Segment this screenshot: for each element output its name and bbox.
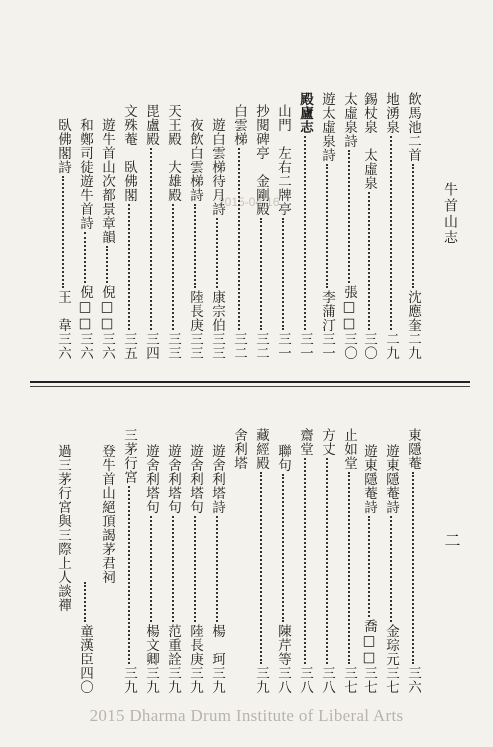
institute-watermark: 2015 Dharma Drum Institute of Liberal Arts (89, 706, 404, 725)
entry-title: 聯句 (275, 444, 291, 472)
entry-title: 遊舍利塔句 (187, 444, 203, 514)
entry-author: 陸長庚 (187, 290, 203, 332)
entry-author: 金琮元 (383, 624, 399, 666)
entry-page: 三三 (165, 332, 181, 360)
leader-dots (84, 232, 86, 283)
toc-entry (252, 104, 270, 360)
entry-author: 倪□□ (77, 285, 93, 332)
entry-page: 三九 (209, 666, 225, 694)
toc-entry (208, 118, 226, 360)
toc-entry (274, 104, 292, 360)
toc-entry (164, 444, 182, 694)
leader-dots (106, 246, 108, 283)
entry-page: 三一 (275, 332, 291, 360)
entry-page: 三六 (77, 332, 93, 360)
leader-dots (150, 148, 152, 330)
toc-entry (54, 444, 72, 664)
entry-page: 三四 (143, 332, 159, 360)
entry-title: 過三茅行宮與三際上人談禪 (55, 444, 71, 612)
toc-entry (340, 92, 358, 360)
leader-dots (194, 516, 196, 622)
leader-dots (368, 516, 370, 617)
section-divider-thin (30, 386, 470, 387)
entry-title: 天王殿 大雄殿 (165, 104, 181, 202)
entry-page: 二九 (405, 332, 421, 360)
entry-title: 方丈 (319, 428, 335, 456)
entry-title: 臥佛閣詩 (55, 118, 71, 174)
toc-entry (186, 444, 204, 694)
toc-entry (382, 444, 400, 694)
entry-author: 沈應奎 (405, 290, 421, 332)
toc-entry (186, 118, 204, 360)
entry-page: 三六 (99, 332, 115, 360)
leader-dots (260, 472, 262, 664)
entry-title: 齋堂 (297, 428, 313, 456)
toc-entry (230, 428, 248, 488)
entry-title: 白雲梯 (231, 104, 247, 146)
entry-author: 倪□□ (99, 285, 115, 332)
entry-author: 陳芹等 (275, 624, 291, 666)
leader-dots (348, 150, 350, 283)
toc-entry (54, 118, 72, 360)
leader-dots (216, 516, 218, 622)
toc-entry (318, 428, 336, 694)
leader-dots (390, 516, 392, 622)
entry-page: 三九 (187, 666, 203, 694)
leader-dots (368, 192, 370, 330)
toc-entry (76, 580, 94, 694)
leader-dots (348, 472, 350, 664)
toc-entry (318, 92, 336, 360)
leader-dots (326, 164, 328, 288)
entry-title: 和鄭司徒遊牛首詩 (77, 118, 93, 230)
entry-page: 三七 (341, 666, 357, 694)
entry-title: 遊白雲梯待月詩 (209, 118, 225, 216)
leader-dots (194, 204, 196, 288)
toc-entry (164, 104, 182, 360)
entry-page: 三九 (165, 666, 181, 694)
leader-dots (412, 164, 414, 288)
leader-dots (326, 458, 328, 664)
entry-title: 文殊菴 臥佛閣 (121, 104, 137, 202)
toc-entry (252, 428, 270, 694)
leader-dots (238, 148, 240, 330)
toc-entry (98, 118, 116, 360)
entry-page: 二九 (383, 332, 399, 360)
toc-entry (120, 428, 138, 694)
entry-title: 遊東隱菴詩 (361, 444, 377, 514)
entry-author: 范重詮 (165, 624, 181, 666)
entry-title: 遊太虛泉詩 (319, 92, 335, 162)
toc-entry (404, 428, 422, 694)
entry-title: 地湧泉 (383, 92, 399, 134)
leader-dots (282, 474, 284, 622)
leader-dots (390, 136, 392, 330)
toc-entry (296, 428, 314, 694)
entry-page: 三一 (319, 332, 335, 360)
toc-entry (404, 92, 422, 360)
date-stamp: 2015-04-16 (218, 195, 280, 209)
entry-title: 舍利塔 (231, 428, 247, 470)
entry-page: 三二 (231, 332, 247, 360)
entry-author: 陸長庚 (187, 624, 203, 666)
running-title: 牛首山志 (442, 182, 458, 246)
entry-author: 王 韋 (55, 290, 71, 332)
leader-dots (216, 218, 218, 288)
entry-page: 三九 (253, 666, 269, 694)
section-title: 殿廬志 (297, 92, 313, 134)
toc-entry (274, 444, 292, 694)
leader-dots (282, 218, 284, 330)
leader-dots (62, 176, 64, 288)
entry-author: 康宗伯 (209, 290, 225, 332)
entry-page: 三七 (383, 666, 399, 694)
entry-title: 遊舍利塔句 (165, 444, 181, 514)
entry-page: 三〇 (341, 332, 357, 360)
toc-entry (98, 444, 116, 624)
entry-page: 三五 (121, 332, 137, 360)
entry-page: 三二 (253, 332, 269, 360)
toc-entry (142, 104, 160, 360)
leader-dots (260, 218, 262, 330)
entry-title: 太虛泉詩 (341, 92, 357, 148)
entry-title: 遊舍利塔詩 (209, 444, 225, 514)
entry-page: 三八 (319, 666, 335, 694)
toc-entry (230, 104, 248, 360)
entry-page: 四〇 (77, 666, 93, 694)
toc-entry (142, 444, 160, 694)
leader-dots (304, 458, 306, 664)
entry-page: 三九 (143, 666, 159, 694)
entry-title: 夜飲白雲梯詩 (187, 118, 203, 202)
entry-page: 三三 (187, 332, 203, 360)
leader-dots (84, 582, 86, 622)
toc-entry (360, 444, 378, 694)
entry-page: 三八 (275, 666, 291, 694)
entry-title: 登牛首山絕頂謁茅君祠 (99, 444, 115, 584)
entry-page: 三三 (209, 332, 225, 360)
entry-title: 止如堂 (341, 428, 357, 470)
toc-entry (360, 92, 378, 360)
entry-page: 三〇 (361, 332, 377, 360)
entry-title: 藏經殿 (253, 428, 269, 470)
entry-author: 張□□ (341, 285, 357, 332)
entry-title: 錫杖泉 太虛泉 (361, 92, 377, 190)
entry-author: 李蒲汀 (319, 290, 335, 332)
leader-dots (128, 204, 130, 330)
entry-author: 楊 珂 (209, 624, 225, 666)
leader-dots (150, 516, 152, 622)
entry-page: 三六 (405, 666, 421, 694)
toc-entry (76, 118, 94, 360)
entry-title: 三茅行宮 (121, 428, 137, 484)
entry-page: 三六 (55, 332, 71, 360)
entry-page: 三七 (361, 666, 377, 694)
leader-dots (304, 136, 306, 330)
leader-dots (172, 204, 174, 330)
leader-dots (128, 486, 130, 664)
toc-entry (208, 444, 226, 694)
entry-title: 飲馬池二首 (405, 92, 421, 162)
entry-title: 抄閱碑亭 金剛殿 (253, 104, 269, 216)
toc-entry (120, 104, 138, 360)
page-number: 二 (442, 532, 461, 548)
toc-entry (340, 428, 358, 694)
entry-author: 童漢臣 (77, 624, 93, 666)
entry-title: 遊牛首山次都景章韻 (99, 118, 115, 244)
section-divider (30, 381, 470, 383)
entry-author: 喬□□ (361, 619, 377, 666)
entry-page: 三九 (121, 666, 137, 694)
entry-title: 東隱菴 (405, 428, 421, 470)
leader-dots (172, 516, 174, 622)
entry-page: 三一 (297, 332, 313, 360)
entry-title: 遊東隱菴詩 (383, 444, 399, 514)
entry-page: 三八 (297, 666, 313, 694)
entry-title: 遊舍利塔句 (143, 444, 159, 514)
leader-dots (412, 472, 414, 664)
entry-title: 山門 左右二牌亭 (275, 104, 291, 216)
entry-author: 楊文卿 (143, 624, 159, 666)
toc-entry (382, 92, 400, 360)
toc-section-heading (296, 92, 314, 360)
entry-title: 毘盧殿 (143, 104, 159, 146)
